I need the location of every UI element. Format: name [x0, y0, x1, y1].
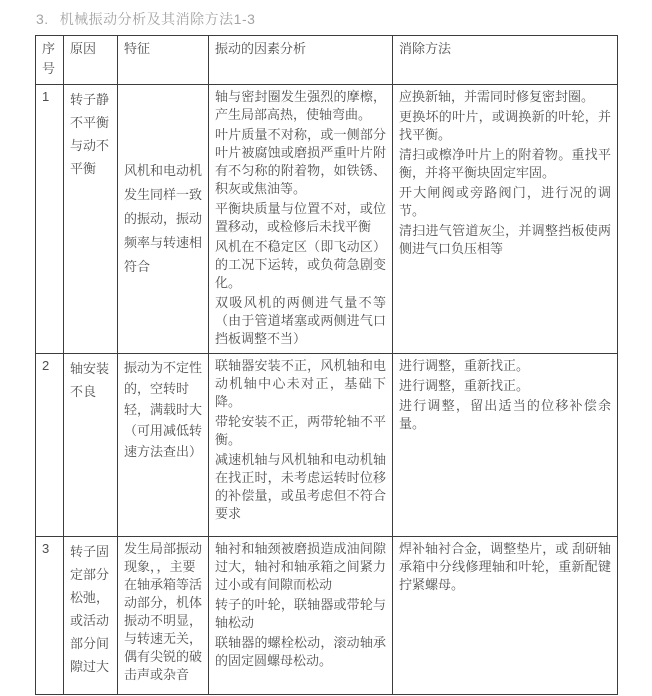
cell-row-number: 1 [36, 85, 64, 354]
analysis-paragraph: 带轮安装不正，两带轮轴不平衡。 [215, 414, 386, 447]
analysis-paragraph: 联轴器的螺栓松动，滚动轴承的固定圆螺母松动。 [215, 635, 386, 668]
section-title [36, 10, 617, 28]
solution-paragraph: 进行调整，重新找正。 [399, 378, 530, 393]
solution-paragraph: 进行调整，留出适当的位移补偿余量。 [399, 398, 611, 431]
table-body [36, 85, 618, 695]
table-header [36, 36, 618, 85]
cell-cause: 轴安装不良 [64, 354, 118, 537]
section-number: 3. [36, 11, 49, 27]
cell-row-number: 3 [36, 537, 64, 695]
column-header-cause: 原因 [64, 36, 118, 85]
solution-paragraph: 清扫或檫净叶片上的附着物。重找平衡，并将平衡块固定牢固。 [399, 147, 611, 180]
cell-analysis [209, 354, 393, 537]
analysis-paragraph: 轴与密封圈发生强烈的摩檫，产生局部高热，使轴弯曲。 [215, 89, 386, 122]
column-header-feature: 特征 [118, 36, 209, 85]
cell-row-number: 2 [36, 354, 64, 537]
cell-feature: 发生局部振动现象，，主要在轴承箱等活动部分，机体振动不明显，与转速无关，偶有尖锐的破击声或杂音 [118, 537, 209, 695]
analysis-paragraph: 轴衬和轴颈被磨损造成油间隙过大，轴衬和轴承箱之间紧力过小或有间隙而松动 [215, 541, 386, 592]
table-header-row [36, 36, 618, 85]
cell-analysis [209, 85, 393, 354]
table-row [36, 85, 618, 354]
solution-paragraph: 焊补轴衬合金，调整垫片，或 刮研轴承箱中分线修理轴和叶轮，重新配键拧紧螺母。 [399, 541, 611, 592]
solution-paragraph: 更换坏的叶片，或调换新的叶轮，并找平衡。 [399, 109, 611, 142]
section-title-text: 机械振动分析及其消除方法1-3 [59, 11, 256, 27]
analysis-paragraph: 双吸风机的两侧进气量不等（由于管道堵塞或两侧进气口挡板调整不当） [215, 295, 386, 346]
cell-feature: 风机和电动机发生同样一致的振动，振动频率与转速相符合 [118, 85, 209, 354]
analysis-paragraph: 平衡块质量与位置不对，或位置移动，或检修后未找平衡 [215, 201, 386, 234]
column-header-analysis: 振动的因素分析 [209, 36, 393, 85]
cell-cause: 转子固定部分松弛，或活动部分间隙过大 [64, 537, 118, 695]
column-header-no: 序号 [36, 36, 64, 85]
cell-solution [393, 354, 618, 537]
cell-cause: 转子静不平衡与动不平衡 [64, 85, 118, 354]
table-row [36, 354, 618, 537]
solution-paragraph: 开大闸阀或旁路阀门，进行况的调节。 [399, 185, 611, 218]
vibration-analysis-table [35, 35, 618, 695]
cell-analysis [209, 537, 393, 695]
cell-solution [393, 85, 618, 354]
solution-paragraph: 应换新轴，并需同时修复密封圈。 [399, 89, 595, 104]
column-header-solution: 消除方法 [393, 36, 618, 85]
analysis-paragraph: 联轴器安装不正，风机轴和电动机轴中心未对正，基础下降。 [215, 358, 386, 409]
table-row [36, 537, 618, 695]
analysis-paragraph: 叶片质量不对称，或一侧部分叶片被腐蚀或磨损严重叶片附有不匀称的附着物，如铁锈、积灰或焦油等。 [215, 127, 386, 196]
cell-solution [393, 537, 618, 695]
analysis-paragraph: 转子的叶轮，联轴器或带轮与轴松动 [215, 597, 386, 630]
solution-paragraph: 清扫进气管道灰尘，并调整挡板使两侧进气口负压相等 [399, 223, 611, 256]
solution-paragraph: 进行调整，重新找正。 [399, 358, 530, 373]
analysis-paragraph: 风机在不稳定区（即飞动区）的工况下运转，或负荷急剧变化。 [215, 239, 386, 290]
cell-feature: 振动为不定性的，空转时轻，满载时大（可用减低转速方法查出） [118, 354, 209, 537]
analysis-paragraph: 减速机轴与风机轴和电动机轴在找正时，未考虑运转时位移的补偿量，或虽考虑但不符合要求 [215, 452, 386, 521]
